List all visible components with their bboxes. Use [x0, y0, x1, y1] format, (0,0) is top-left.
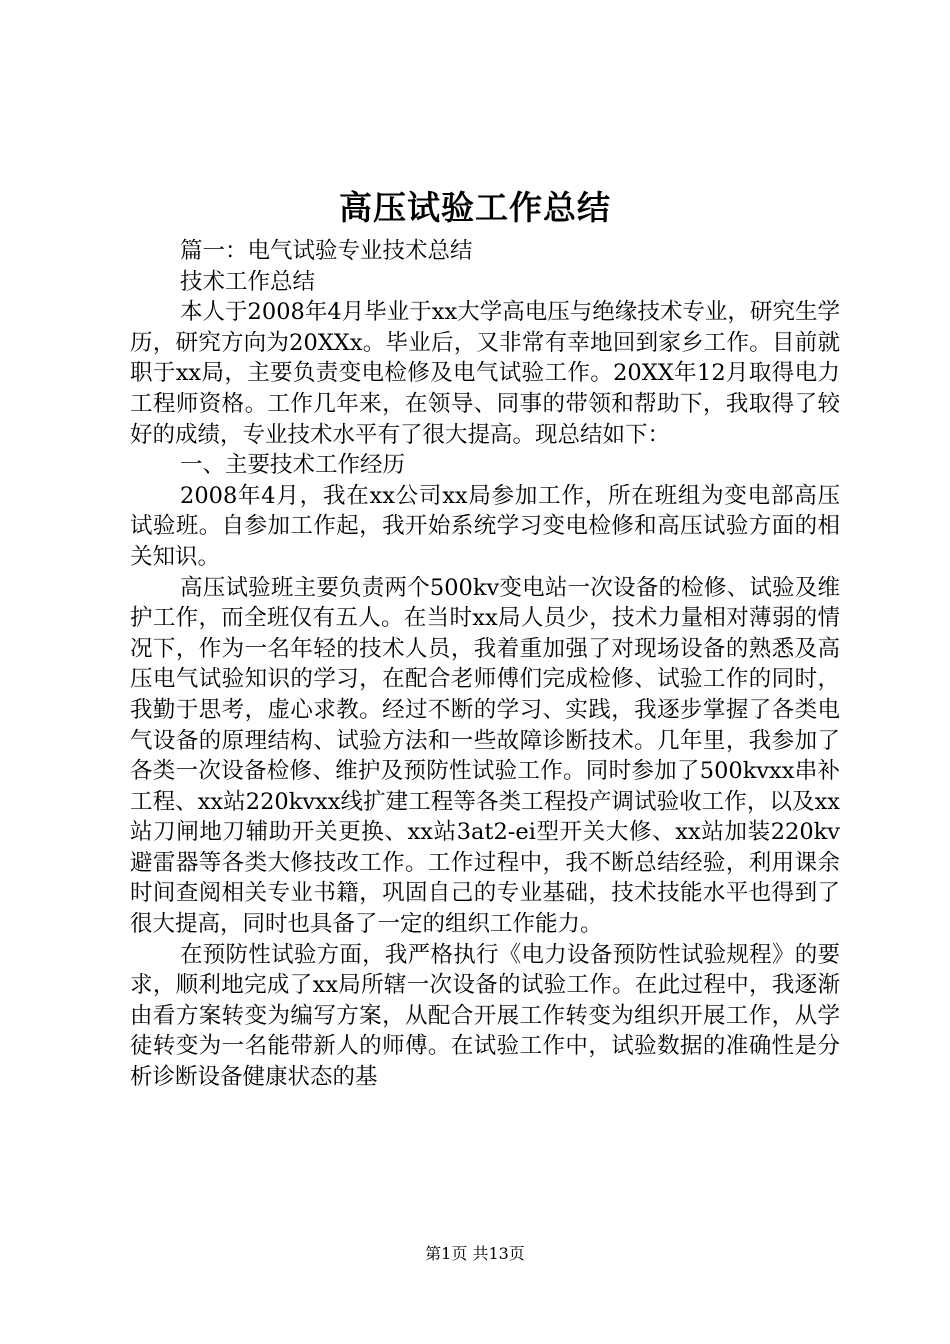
- document-body: [130, 236, 840, 1093]
- body-paragraph: 高压试验班主要负责两个500kv变电站一次设备的检修、试验及维护工作，而全班仅有五人。在当时xx局人员少，技术力量相对薄弱的情况下，作为一名年轻的技术人员，我着重加强了对现场设备的熟悉及高压电气试验知识的学习，在配合老师傅们完成检修、试验工作的同时，我勤于思考，虚心求教。经过不断的学习、实践，我逐步掌握了各类电气设备的原理结构、试验方法和一些故障诊断技术。几年里，我参加了各类一次设备检修、维护及预防性试验工作。同时参加了500kvxx串补工程、xx站220kvxx线扩建工程等各类工程投产调试验收工作，以及xx站刀闸地刀辅助开关更换、xx站3at2-ei型开关大修、xx站加装220kv避雷器等各类大修技改工作。工作过程中，我不断总结经验，利用课余时间查阅相关专业书籍，巩固自己的专业基础，技术技能水平也得到了很大提高，同时也具备了一定的组织工作能力。: [130, 574, 840, 938]
- document-title: 高压试验工作总结: [339, 188, 611, 227]
- page-number-footer: 第1页 共13页: [425, 1244, 525, 1263]
- subsection-heading: 一、主要技术工作经历: [180, 452, 406, 479]
- section-heading: 篇一：电气试验专业技术总结: [180, 238, 473, 264]
- body-paragraph: 2008年4月，我在xx公司xx局参加工作，所在班组为变电部高压试验班。自参加工作起，我开始系统学习变电检修和高压试验方面的相关知识。: [130, 482, 840, 570]
- body-paragraph: 本人于2008年4月毕业于xx大学高电压与绝缘技术专业，研究生学历，研究方向为20XXx。毕业后，又非常有幸地回到家乡工作。目前就职于xx局，主要负责变电检修及电气试验工作。20XX年12月取得电力工程师资格。工作几年来，在领导、同事的带领和帮助下，我取得了较好的成绩，专业技术水平有了很大提高。现总结如下：: [130, 299, 840, 448]
- subsection-heading: 技术工作总结: [180, 268, 316, 295]
- body-paragraph: 在预防性试验方面，我严格执行《电力设备预防性试验规程》的要求，顺利地完成了xx局所辖一次设备的试验工作。在此过程中，我逐渐由看方案转变为编写方案，从配合开展工作转变为组织开展工作，从学徒转变为一名能带新人的师傅。在试验工作中，试验数据的准确性是分析诊断设备健康状态的基: [130, 941, 840, 1091]
